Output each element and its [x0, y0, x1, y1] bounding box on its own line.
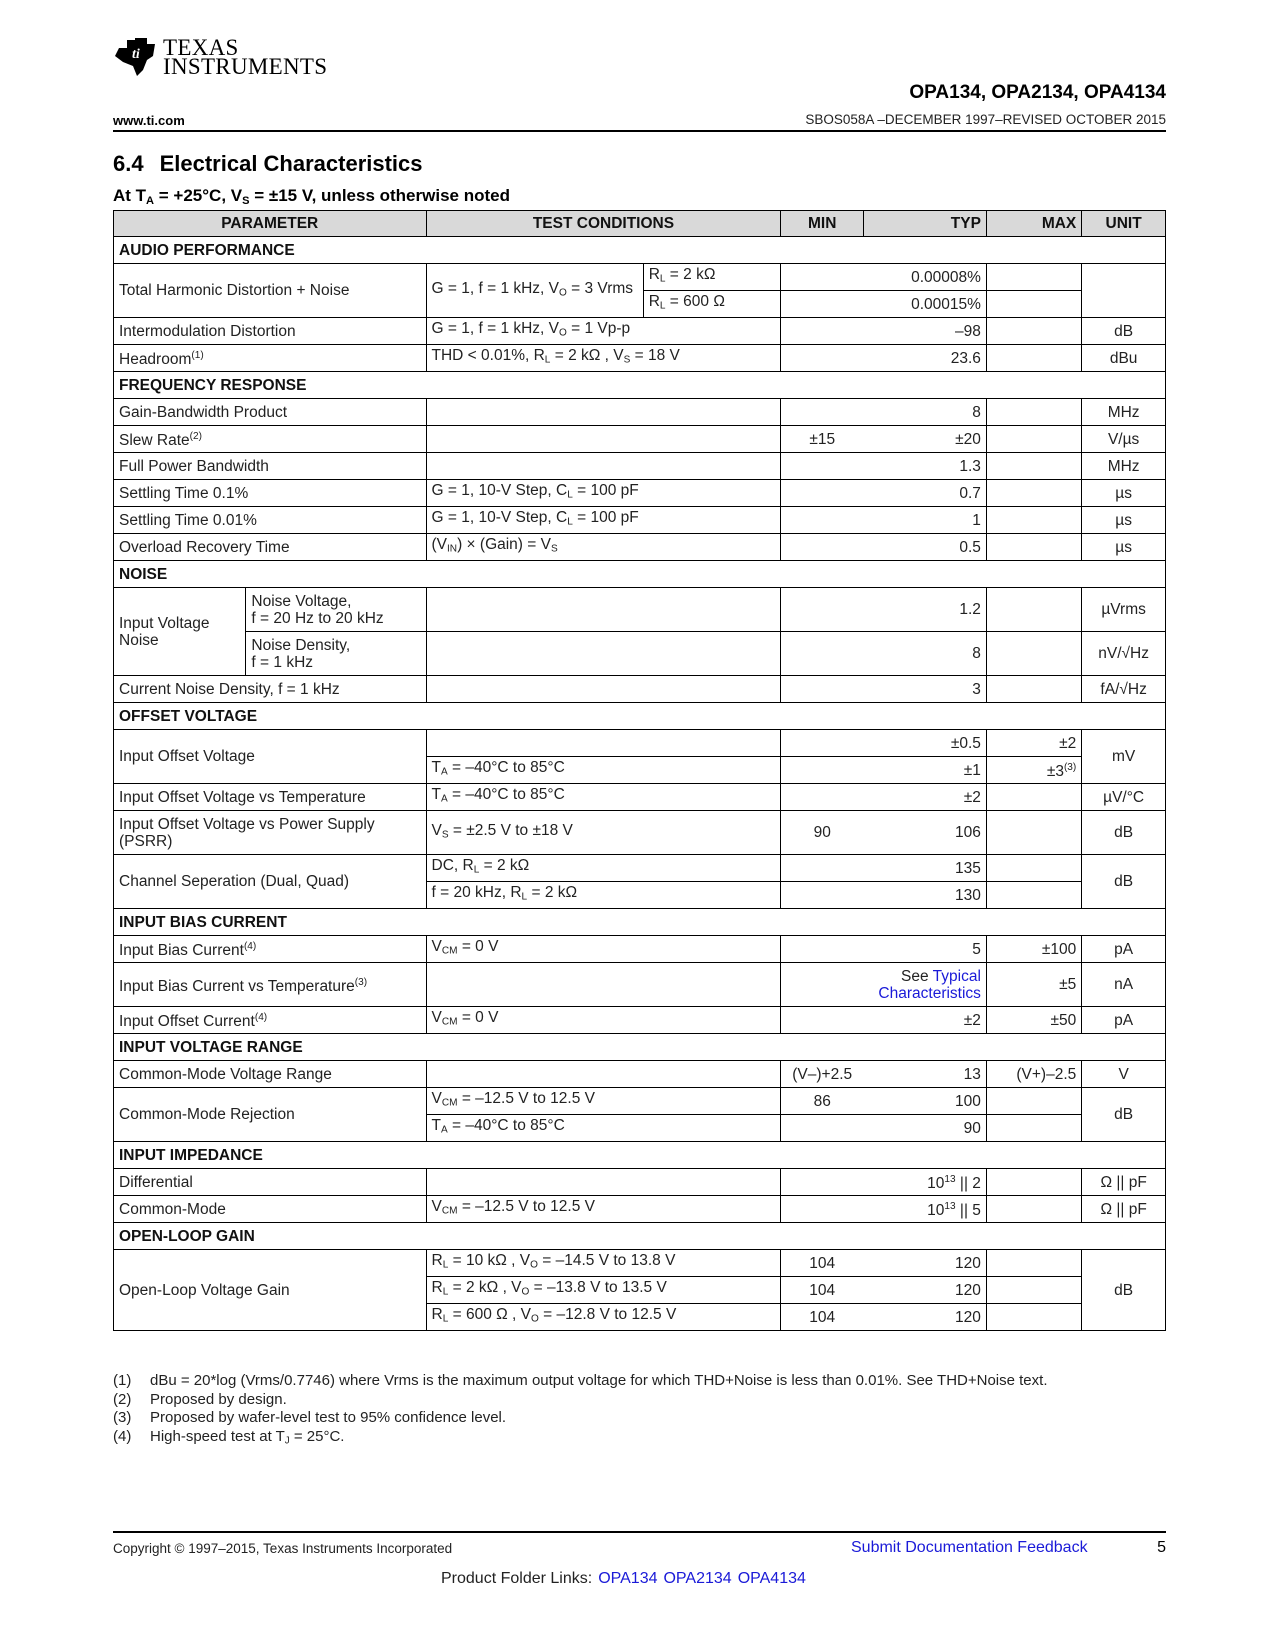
folder-link-opa2134[interactable]: OPA2134 — [663, 1570, 732, 1587]
table-row — [114, 855, 1166, 882]
typ-cell: ±2 — [864, 784, 987, 811]
param-cell: Overload Recovery Time — [114, 534, 427, 561]
table-row — [114, 730, 1166, 757]
unit-cell: pA — [1082, 1007, 1166, 1034]
header-divider — [113, 130, 1166, 132]
sub-condition-cell: $R_L = 2$ kΩ — [643, 264, 781, 291]
table-row — [114, 264, 1166, 291]
unit-cell: dB — [1082, 1088, 1166, 1142]
conditions-cell: DC, $R_L = 2$ kΩ — [426, 855, 781, 882]
section-title — [113, 151, 423, 177]
col-parameter: PARAMETER — [114, 211, 427, 237]
unit-cell: dBu — [1082, 345, 1166, 372]
conditions-cell: $T_A = -40^\circ C$ to 85°C — [426, 1115, 781, 1142]
footnote-3 — [113, 1409, 1048, 1428]
min-cell: ±15 — [781, 426, 864, 453]
typ-cell: 1.2 — [864, 588, 987, 632]
sub-param-cell: Noise Voltage, f = 20 Hz to 20 kHz — [246, 588, 426, 632]
section-input-impedance: INPUT IMPEDANCE — [114, 1142, 1166, 1169]
min-cell: 104 — [781, 1304, 864, 1331]
unit-cell: µs — [1082, 507, 1166, 534]
table-row — [114, 1250, 1166, 1277]
conditions-cell: $V_S = \pm 2.5$ V to ±18 V — [426, 811, 781, 855]
typ-cell: 90 — [864, 1115, 987, 1142]
typ-cell: 130 — [864, 882, 987, 909]
typ-cell: 0.7 — [864, 480, 987, 507]
section-number: 6.4 — [113, 151, 144, 176]
param-cell: Intermodulation Distortion — [114, 318, 427, 345]
conditions-cell: $(V_{IN})$ × (Gain) = $V_S$ — [426, 534, 781, 561]
footnote-num: (4) — [113, 1427, 132, 1445]
typ-cell: 8 — [864, 632, 987, 676]
section-audio-performance: AUDIO PERFORMANCE — [114, 237, 1166, 264]
site-link[interactable]: www.ti.com — [113, 113, 185, 128]
footnote-num: (1) — [113, 1372, 132, 1389]
table-row — [114, 676, 1166, 703]
param-cell: Channel Seperation (Dual, Quad) — [114, 855, 427, 909]
section-noise: NOISE — [114, 561, 1166, 588]
table-row — [114, 426, 1166, 453]
typ-cell: 1.3 — [864, 453, 987, 480]
see-text: See — [901, 967, 929, 985]
conditions-cell: G = 1, 10-V Step, $C_L = 100$ pF — [426, 507, 781, 534]
folder-link-opa4134[interactable]: OPA4134 — [737, 1570, 806, 1587]
param-cell: Open-Loop Voltage Gain — [114, 1250, 427, 1331]
typ-cell: $10^{13}$ || 2 — [864, 1169, 987, 1196]
typ-cell: 23.6 — [864, 345, 987, 372]
conditions-cell: $V_{CM} = 0$ V — [426, 936, 781, 963]
conditions-cell: $V_{CM} = -12.5$ V to 12.5 V — [426, 1088, 781, 1115]
table-row — [114, 632, 1166, 676]
table-row — [114, 345, 1166, 372]
table-row — [114, 1007, 1166, 1034]
footnote-num: (3) — [113, 1409, 132, 1426]
min-cell: 104 — [781, 1250, 864, 1277]
unit-cell: nV/√Hz — [1082, 632, 1166, 676]
conditions-cell: $R_L = 600$ Ω , $V_O = -12.8$ V to 12.5 V — [426, 1304, 781, 1331]
conditions-cell: G = 1, 10-V Step, $C_L = 100$ pF — [426, 480, 781, 507]
page-number: 5 — [1157, 1539, 1166, 1556]
max-cell: ±100 — [986, 936, 1081, 963]
param-cell: Common-Mode Voltage Range — [114, 1061, 427, 1088]
typ-cell: –98 — [864, 318, 987, 345]
logo-line1: TEXAS — [163, 35, 239, 60]
section-input-bias-current: INPUT BIAS CURRENT — [114, 909, 1166, 936]
footnote-text: Proposed by wafer-level test to 95% confidence level. — [150, 1409, 507, 1426]
table-row — [114, 588, 1166, 632]
typ-cell: 3 — [864, 676, 987, 703]
conditions-cell: $V_{CM} = 0$ V — [426, 1007, 781, 1034]
doc-number: SBOS058A –DECEMBER 1997–REVISED OCTOBER 2015 — [805, 112, 1166, 127]
param-cell: Settling Time 0.1% — [114, 480, 427, 507]
col-typ: TYP — [864, 211, 987, 237]
table-row — [114, 936, 1166, 963]
unit-cell: dB — [1082, 318, 1166, 345]
typ-cell: 0.00015% — [864, 291, 987, 318]
typ-cell: ±2 — [864, 1007, 987, 1034]
param-cell: Headroom$^{(1)}$ — [114, 345, 427, 372]
footnote-text: Proposed by design. — [150, 1390, 287, 1408]
sub-condition-cell: $R_L = 600$ Ω — [643, 291, 781, 318]
conditions-cell: f = 20 kHz, $R_L = 2$ kΩ — [426, 882, 781, 909]
param-cell: Differential — [114, 1169, 427, 1196]
footnote-num: (2) — [113, 1390, 132, 1408]
typ-cell: 120 — [864, 1250, 987, 1277]
footnote-4 — [113, 1428, 1048, 1451]
param-cell: Common-Mode — [114, 1196, 427, 1223]
unit-cell: dB — [1082, 1250, 1166, 1331]
unit-cell: MHz — [1082, 453, 1166, 480]
typ-cell: 0.5 — [864, 534, 987, 561]
unit-cell: V — [1082, 1061, 1166, 1088]
table-header-row — [114, 211, 1166, 237]
conditions-cell: $T_A = -40^\circ C$ to 85°C — [426, 784, 781, 811]
footnotes — [113, 1372, 1048, 1450]
conditions-cell: G = 1, f = 1 kHz, $V_O = 1$ Vp-p — [426, 318, 781, 345]
doc-title: OPA134, OPA2134, OPA4134 — [909, 82, 1166, 103]
table-row — [114, 1088, 1166, 1115]
param-cell: Total Harmonic Distortion + Noise — [114, 264, 427, 318]
param-cell: Gain-Bandwidth Product — [114, 399, 427, 426]
param-cell: Slew Rate$^{(2)}$ — [114, 426, 427, 453]
min-cell: (V–)+2.5 — [781, 1061, 864, 1088]
col-min: MIN — [781, 211, 864, 237]
svg-text:ti: ti — [132, 47, 140, 62]
table-row — [114, 453, 1166, 480]
sub-param-cell: Noise Density, f = 1 kHz — [246, 632, 426, 676]
typ-cell: 13 — [864, 1061, 987, 1088]
typ-cell — [781, 963, 987, 1007]
section-input-voltage-range: INPUT VOLTAGE RANGE — [114, 1034, 1166, 1061]
copyright: Copyright © 1997–2015, Texas Instruments Incorporated — [113, 1541, 453, 1556]
param-cell: Current Noise Density, f = 1 kHz — [114, 676, 427, 703]
typ-cell: ±20 — [864, 426, 987, 453]
product-folder-links — [441, 1570, 806, 1588]
ti-logo-text — [163, 35, 328, 79]
col-test-conditions: TEST CONDITIONS — [426, 211, 781, 237]
table-row — [114, 811, 1166, 855]
min-cell: 104 — [781, 1277, 864, 1304]
footnote-text: High-speed test at $T_J = 25^\circ C$. — [150, 1427, 345, 1446]
max-cell: (V+)–2.5 — [986, 1061, 1081, 1088]
typ-cell: 8 — [864, 399, 987, 426]
conditions-cell: $R_L = 10$ kΩ , $V_O = -14.5$ V to 13.8 V — [426, 1250, 781, 1277]
conditions-cell: $V_{CM} = -12.5$ V to 12.5 V — [426, 1196, 781, 1223]
param-cell: Settling Time 0.01% — [114, 507, 427, 534]
min-cell: 90 — [781, 811, 864, 855]
min-cell: 86 — [781, 1088, 864, 1115]
unit-cell: V/µs — [1082, 426, 1166, 453]
max-cell: ±2 — [986, 730, 1081, 757]
col-max: MAX — [986, 211, 1081, 237]
table-row — [114, 480, 1166, 507]
table-row — [114, 963, 1166, 1007]
unit-cell: µs — [1082, 480, 1166, 507]
col-unit: UNIT — [1082, 211, 1166, 237]
section-conditions: At $T_A = +25^\circ C$, $V_S = \pm 15$ V, unless otherwise noted — [113, 186, 510, 207]
typ-cell: 120 — [864, 1304, 987, 1331]
param-cell: Input Bias Current$^{(4)}$ — [114, 936, 427, 963]
unit-cell: pA — [1082, 936, 1166, 963]
section-open-loop-gain: OPEN-LOOP GAIN — [114, 1223, 1166, 1250]
conditions-cell: $T_A = -40^\circ C$ to 85°C — [426, 757, 781, 784]
logo-line2: INSTRUMENTS — [163, 54, 328, 79]
param-cell: Input Offset Voltage vs Power Supply (PSRR) — [114, 811, 427, 855]
table-row — [114, 1061, 1166, 1088]
table-row — [114, 534, 1166, 561]
conditions-cell: G = 1, f = 1 kHz, $V_O = 3$ Vrms — [426, 264, 643, 318]
unit-cell: MHz — [1082, 399, 1166, 426]
table-row — [114, 784, 1166, 811]
param-cell: Input Voltage Noise — [114, 588, 246, 676]
typ-cell: 5 — [864, 936, 987, 963]
max-cell: ±5 — [986, 963, 1081, 1007]
typ-cell: ±1 — [864, 757, 987, 784]
typ-cell: $10^{13}$ || 5 — [864, 1196, 987, 1223]
table-row — [114, 507, 1166, 534]
section-offset-voltage: OFFSET VOLTAGE — [114, 703, 1166, 730]
typ-cell: 106 — [864, 811, 987, 855]
table-row — [114, 1196, 1166, 1223]
unit-cell: nA — [1082, 963, 1166, 1007]
footnote-2 — [113, 1391, 1048, 1410]
conditions-cell: $R_L = 2$ kΩ , $V_O = -13.8$ V to 13.5 V — [426, 1277, 781, 1304]
param-cell: Input Offset Voltage — [114, 730, 427, 784]
param-cell: Input Offset Voltage vs Temperature — [114, 784, 427, 811]
max-cell: ±50 — [986, 1007, 1081, 1034]
submit-feedback-link[interactable]: Submit Documentation Feedback — [851, 1539, 1088, 1556]
unit-cell: mV — [1082, 730, 1166, 784]
unit-cell: µV/°C — [1082, 784, 1166, 811]
param-cell: Input Offset Current$^{(4)}$ — [114, 1007, 427, 1034]
folder-link-opa134[interactable]: OPA134 — [598, 1570, 658, 1587]
typ-cell: 100 — [864, 1088, 987, 1115]
typ-cell: 120 — [864, 1277, 987, 1304]
footer-divider — [113, 1531, 1166, 1533]
footnote-1 — [113, 1372, 1048, 1391]
typ-cell: 135 — [864, 855, 987, 882]
section-frequency-response: FREQUENCY RESPONSE — [114, 372, 1166, 399]
unit-cell: dB — [1082, 811, 1166, 855]
electrical-characteristics-table — [113, 210, 1166, 1331]
param-cell: Full Power Bandwidth — [114, 453, 427, 480]
param-cell: Input Bias Current vs Temperature$^{(3)}$ — [114, 963, 427, 1007]
max-cell: $\pm 3^{(3)}$ — [986, 757, 1081, 784]
table-row — [114, 318, 1166, 345]
ti-logo-icon — [113, 36, 157, 78]
typ-cell: 0.00008% — [864, 264, 987, 291]
conditions-cell: THD < 0.01%, $R_L = 2$ kΩ , $V_S = 18$ V — [426, 345, 781, 372]
unit-cell: fA/√Hz — [1082, 676, 1166, 703]
unit-cell: µs — [1082, 534, 1166, 561]
ti-logo — [113, 36, 327, 78]
table-row — [114, 1169, 1166, 1196]
table-row — [114, 399, 1166, 426]
typical-characteristics-link[interactable]: Typical Characteristics — [878, 967, 981, 1002]
unit-cell: Ω || pF — [1082, 1169, 1166, 1196]
footnote-text: dBu = 20*log (Vrms/0.7746) where Vrms is the maximum output voltage for which THD+Noise is less than 0.01%. See THD+Noise text. — [150, 1372, 1048, 1389]
typ-cell: ±0.5 — [864, 730, 987, 757]
section-name: Electrical Characteristics — [159, 151, 423, 176]
param-cell: Common-Mode Rejection — [114, 1088, 427, 1142]
unit-cell: µVrms — [1082, 588, 1166, 632]
typ-cell: 1 — [864, 507, 987, 534]
folder-label: Product Folder Links: — [441, 1570, 593, 1587]
unit-cell: dB — [1082, 855, 1166, 909]
unit-cell: Ω || pF — [1082, 1196, 1166, 1223]
